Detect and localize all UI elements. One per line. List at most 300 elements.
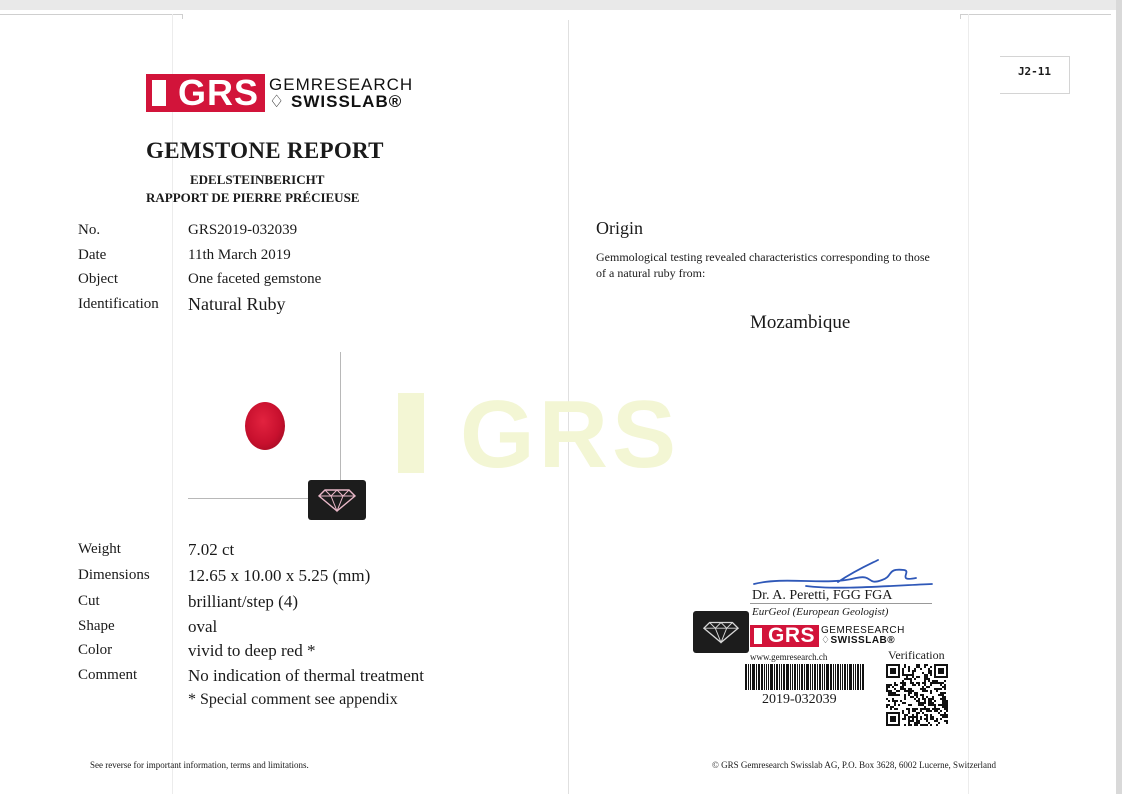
qr-module bbox=[916, 694, 918, 696]
qr-module bbox=[930, 702, 932, 704]
logo-small-wordmark bbox=[821, 626, 905, 646]
qr-module bbox=[886, 686, 888, 688]
qr-module bbox=[930, 698, 932, 700]
qr-module bbox=[938, 722, 940, 724]
qr-module bbox=[928, 680, 930, 682]
report-title: GEMSTONE REPORT bbox=[146, 138, 384, 163]
qr-module bbox=[894, 704, 896, 706]
special-comment-note: * Special comment see appendix bbox=[188, 691, 398, 708]
qr-finder bbox=[886, 712, 900, 714]
qr-module bbox=[920, 710, 922, 712]
qr-module bbox=[888, 700, 890, 702]
qr-module bbox=[918, 700, 920, 702]
qr-module bbox=[908, 724, 910, 726]
diamond-icon: ♢ bbox=[269, 92, 286, 111]
qr-module bbox=[908, 688, 910, 690]
qr-module bbox=[924, 702, 926, 704]
barcode-bar bbox=[824, 664, 825, 690]
qr-module bbox=[944, 712, 946, 714]
qr-module bbox=[922, 696, 924, 698]
qr-finder bbox=[886, 664, 888, 678]
qr-module bbox=[940, 704, 942, 706]
qr-module bbox=[890, 708, 892, 710]
qr-module bbox=[940, 718, 942, 720]
barcode-bar bbox=[806, 664, 809, 690]
barcode-bar bbox=[801, 664, 803, 690]
qr-module bbox=[926, 724, 928, 726]
qr-module bbox=[926, 708, 928, 710]
qr-module bbox=[926, 710, 928, 712]
qr-module bbox=[912, 690, 914, 692]
barcode-bar bbox=[752, 664, 755, 690]
barcode-bar bbox=[814, 664, 816, 690]
qr-module bbox=[908, 722, 910, 724]
logo-brand-text: GRS bbox=[178, 72, 260, 113]
qr-module bbox=[900, 682, 902, 684]
qr-module bbox=[940, 684, 942, 686]
qr-module bbox=[918, 722, 920, 724]
qr-module bbox=[908, 704, 910, 706]
qr-module bbox=[924, 714, 926, 716]
qr-module bbox=[932, 682, 934, 684]
qr-module bbox=[924, 724, 926, 726]
qr-module bbox=[946, 708, 948, 710]
scan-right-edge bbox=[1116, 0, 1122, 794]
color-value: vivid to deep red * bbox=[188, 641, 316, 660]
label-comment: Comment bbox=[78, 667, 138, 683]
qr-module bbox=[912, 682, 914, 684]
qr-module bbox=[918, 720, 920, 722]
qr-module bbox=[938, 708, 940, 710]
qr-module bbox=[914, 724, 916, 726]
qr-module bbox=[916, 718, 918, 720]
qr-module bbox=[946, 720, 948, 722]
qr-module bbox=[944, 704, 946, 706]
qr-module bbox=[932, 704, 934, 706]
qr-module bbox=[896, 684, 898, 686]
qr-module bbox=[924, 676, 926, 678]
qr-module bbox=[930, 724, 932, 726]
qr-finder bbox=[934, 676, 948, 678]
qr-module bbox=[936, 690, 938, 692]
qr-module bbox=[926, 674, 928, 676]
qr-module bbox=[902, 688, 904, 690]
qr-module bbox=[916, 700, 918, 702]
hologram-seal bbox=[308, 480, 366, 520]
qr-module bbox=[888, 684, 890, 686]
qr-module bbox=[920, 694, 922, 696]
qr-module bbox=[930, 684, 932, 686]
qr-module bbox=[940, 714, 942, 716]
logo-flag-icon bbox=[152, 80, 166, 106]
qr-module bbox=[894, 688, 896, 690]
qr-module bbox=[920, 688, 922, 690]
qr-module bbox=[942, 706, 944, 708]
qr-module bbox=[918, 664, 920, 666]
qr-module bbox=[946, 702, 948, 704]
qr-module bbox=[940, 682, 942, 684]
barcode-bar bbox=[810, 664, 811, 690]
photo-guide-vertical bbox=[340, 352, 341, 492]
qr-module bbox=[906, 678, 908, 680]
qr-module bbox=[914, 708, 916, 710]
qr-module bbox=[928, 672, 930, 674]
qr-module bbox=[902, 684, 904, 686]
qr-module bbox=[926, 716, 928, 718]
footer-terms-note: See reverse for important information, terms and limitations. bbox=[90, 760, 309, 770]
qr-module bbox=[936, 682, 938, 684]
qr-module bbox=[900, 688, 902, 690]
qr-module bbox=[890, 694, 892, 696]
qr-module bbox=[922, 712, 924, 714]
qr-finder bbox=[946, 664, 948, 678]
logo-small-line2: SWISSLAB® bbox=[830, 635, 896, 646]
qr-module bbox=[904, 696, 906, 698]
qr-module bbox=[892, 694, 894, 696]
barcode-bar bbox=[792, 664, 793, 690]
dimensions-value: 12.65 x 10.00 x 5.25 (mm) bbox=[188, 566, 371, 585]
subtitle-german: EDELSTEINBERICHT bbox=[190, 172, 325, 187]
qr-module bbox=[920, 716, 922, 718]
diamond-icon bbox=[702, 619, 740, 645]
qr-module bbox=[924, 664, 926, 666]
qr-module bbox=[910, 720, 912, 722]
grs-logo-small-mark bbox=[750, 625, 819, 647]
qr-module bbox=[904, 718, 906, 720]
weight-value: 7.02 ct bbox=[188, 540, 235, 559]
qr-module bbox=[914, 710, 916, 712]
ruby-gemstone-photo bbox=[245, 402, 285, 450]
qr-module bbox=[916, 720, 918, 722]
origin-heading: Origin bbox=[596, 218, 643, 238]
qr-module bbox=[922, 702, 924, 704]
qr-module bbox=[930, 716, 932, 718]
qr-module bbox=[894, 694, 896, 696]
qr-module bbox=[906, 674, 908, 676]
qr-module bbox=[928, 668, 930, 670]
qr-module bbox=[922, 704, 924, 706]
qr-module bbox=[938, 688, 940, 690]
qr-module bbox=[924, 718, 926, 720]
qr-module bbox=[916, 676, 918, 678]
qr-module bbox=[934, 706, 936, 708]
barcode-bar bbox=[862, 664, 864, 690]
qr-module bbox=[942, 694, 944, 696]
qr-module bbox=[910, 704, 912, 706]
origin-country: Mozambique bbox=[750, 312, 851, 333]
qr-module bbox=[902, 674, 904, 676]
qr-module bbox=[908, 694, 910, 696]
barcode-bar bbox=[855, 664, 856, 690]
qr-module bbox=[944, 684, 946, 686]
qr-module bbox=[922, 694, 924, 696]
qr-module bbox=[922, 698, 924, 700]
barcode-bar bbox=[842, 664, 843, 690]
qr-module bbox=[926, 718, 928, 720]
qr-module bbox=[922, 708, 924, 710]
qr-module bbox=[892, 692, 894, 694]
qr-module bbox=[934, 688, 936, 690]
qr-module bbox=[944, 686, 946, 688]
qr-module bbox=[928, 710, 930, 712]
qr-module bbox=[904, 690, 906, 692]
guide-line-right bbox=[968, 14, 969, 794]
grs-logo-small bbox=[750, 625, 905, 647]
barcode-bar bbox=[822, 664, 823, 690]
comment-value: No indication of thermal treatment bbox=[188, 666, 425, 685]
qr-module bbox=[924, 674, 926, 676]
qr-module bbox=[942, 692, 944, 694]
qr-module bbox=[944, 702, 946, 704]
qr-module bbox=[936, 688, 938, 690]
qr-module bbox=[886, 690, 888, 692]
qr-module bbox=[908, 674, 910, 676]
barcode-bar bbox=[860, 664, 861, 690]
qr-module bbox=[930, 690, 932, 692]
qr-module bbox=[896, 694, 898, 696]
qr-module bbox=[938, 712, 940, 714]
logo-line2: SWISSLAB® bbox=[291, 92, 403, 111]
qr-module bbox=[906, 690, 908, 692]
barcode-number: 2019-032039 bbox=[762, 692, 837, 707]
qr-module bbox=[922, 686, 924, 688]
qr-module bbox=[904, 694, 906, 696]
qr-module bbox=[926, 678, 928, 680]
qr-module bbox=[934, 708, 936, 710]
qr-module bbox=[904, 664, 906, 666]
qr-finder bbox=[886, 724, 900, 726]
qr-module bbox=[928, 698, 930, 700]
qr-module bbox=[920, 668, 922, 670]
qr-module bbox=[942, 686, 944, 688]
qr-module bbox=[886, 704, 888, 706]
fold-mark-left bbox=[0, 14, 183, 19]
qr-module bbox=[944, 692, 946, 694]
qr-module bbox=[928, 686, 930, 688]
logo-line2-row bbox=[269, 93, 413, 110]
qr-finder bbox=[934, 664, 936, 678]
qr-module bbox=[926, 676, 928, 678]
barcode-bar bbox=[750, 664, 751, 690]
qr-module bbox=[912, 670, 914, 672]
logo-flag-icon bbox=[754, 628, 762, 644]
qr-module bbox=[924, 678, 926, 680]
qr-module bbox=[912, 714, 914, 716]
qr-module bbox=[922, 724, 924, 726]
qr-module bbox=[918, 698, 920, 700]
logo-wordmark bbox=[269, 76, 413, 110]
barcode-bar bbox=[745, 664, 747, 690]
qr-module bbox=[908, 716, 910, 718]
qr-module bbox=[910, 680, 912, 682]
qr-module bbox=[940, 692, 942, 694]
qr-module bbox=[894, 702, 896, 704]
guide-line-left bbox=[172, 14, 173, 794]
qr-module bbox=[888, 692, 890, 694]
qr-module bbox=[904, 684, 906, 686]
logo-small-line2-row bbox=[821, 636, 905, 646]
cut-value: brilliant/step (4) bbox=[188, 592, 299, 611]
barcode-bar bbox=[794, 664, 796, 690]
qr-module bbox=[922, 682, 924, 684]
qr-module bbox=[916, 712, 918, 714]
report-number: GRS2019-032039 bbox=[188, 222, 298, 238]
qr-module bbox=[938, 694, 940, 696]
barcode-bar bbox=[756, 664, 757, 690]
qr-module bbox=[928, 700, 930, 702]
origin-text-line2: of a natural ruby from: bbox=[596, 266, 706, 280]
barcode-bar bbox=[766, 664, 767, 690]
qr-module bbox=[914, 670, 916, 672]
qr-module bbox=[904, 716, 906, 718]
website-url[interactable]: www.gemresearch.ch bbox=[750, 652, 828, 662]
qr-module bbox=[924, 684, 926, 686]
qr-module bbox=[900, 686, 902, 688]
reference-tag bbox=[1000, 56, 1070, 94]
qr-module bbox=[904, 666, 906, 668]
qr-module bbox=[890, 690, 892, 692]
barcode-bar bbox=[840, 664, 841, 690]
qr-module bbox=[946, 714, 948, 716]
qr-module bbox=[888, 694, 890, 696]
qr-module bbox=[908, 712, 910, 714]
qr-module bbox=[912, 684, 914, 686]
qr-module bbox=[912, 674, 914, 676]
qr-module bbox=[916, 692, 918, 694]
qr-module bbox=[946, 706, 948, 708]
qr-module bbox=[890, 692, 892, 694]
qr-module bbox=[908, 678, 910, 680]
qr-module bbox=[924, 698, 926, 700]
qr-module bbox=[912, 672, 914, 674]
qr-module bbox=[898, 704, 900, 706]
qr-module bbox=[926, 664, 928, 666]
qr-module bbox=[946, 716, 948, 718]
qr-module bbox=[920, 708, 922, 710]
qr-module bbox=[904, 714, 906, 716]
qr-module bbox=[894, 684, 896, 686]
qr-module bbox=[946, 722, 948, 724]
qr-finder bbox=[886, 664, 900, 666]
qr-module bbox=[910, 688, 912, 690]
qr-module bbox=[942, 716, 944, 718]
qr-module bbox=[926, 690, 928, 692]
qr-module bbox=[902, 712, 904, 714]
qr-module bbox=[944, 680, 946, 682]
qr-module bbox=[930, 700, 932, 702]
qr-module bbox=[904, 698, 906, 700]
qr-module bbox=[908, 718, 910, 720]
hologram-seal-2 bbox=[693, 611, 749, 653]
origin-text-line1: Gemmological testing revealed characteristics corresponding to those bbox=[596, 250, 930, 264]
qr-module bbox=[900, 700, 902, 702]
qr-module bbox=[944, 716, 946, 718]
qr-module bbox=[946, 704, 948, 706]
label-color: Color bbox=[78, 642, 113, 658]
qr-module bbox=[922, 690, 924, 692]
barcode-bar bbox=[779, 664, 780, 690]
qr-module bbox=[912, 708, 914, 710]
qr-module bbox=[902, 702, 904, 704]
qr-module bbox=[914, 668, 916, 670]
qr-module bbox=[918, 676, 920, 678]
qr-module bbox=[912, 710, 914, 712]
qr-module bbox=[944, 714, 946, 716]
qr-module bbox=[924, 682, 926, 684]
qr-module bbox=[910, 678, 912, 680]
label-weight: Weight bbox=[78, 541, 121, 557]
label-identification: Identification bbox=[78, 296, 159, 312]
qr-module bbox=[914, 722, 916, 724]
verification-qr-code[interactable] bbox=[886, 664, 948, 726]
qr-finder bbox=[886, 676, 900, 678]
qr-module bbox=[936, 708, 938, 710]
qr-finder bbox=[898, 664, 900, 678]
diamond-icon: ♢ bbox=[821, 635, 831, 646]
qr-module bbox=[926, 714, 928, 716]
grs-logo-mark bbox=[146, 74, 265, 112]
qr-module bbox=[908, 670, 910, 672]
barcode-bar bbox=[853, 664, 854, 690]
qr-module bbox=[916, 664, 918, 666]
qr-module bbox=[936, 710, 938, 712]
qr-module bbox=[910, 716, 912, 718]
qr-module bbox=[946, 710, 948, 712]
qr-module bbox=[894, 700, 896, 702]
qr-module bbox=[898, 690, 900, 692]
qr-finder bbox=[898, 712, 900, 726]
qr-module bbox=[894, 682, 896, 684]
signer-title: EurGeol (European Geologist) bbox=[752, 606, 889, 618]
qr-module bbox=[922, 672, 924, 674]
barcode bbox=[745, 664, 867, 690]
qr-module bbox=[886, 688, 888, 690]
barcode-bar bbox=[833, 664, 834, 690]
qr-module bbox=[940, 688, 942, 690]
qr-finder bbox=[934, 664, 948, 666]
qr-module bbox=[942, 696, 944, 698]
qr-module bbox=[934, 710, 936, 712]
barcode-bar bbox=[812, 664, 813, 690]
barcode-bar bbox=[819, 664, 821, 690]
qr-module bbox=[934, 700, 936, 702]
barcode-bar bbox=[770, 664, 773, 690]
barcode-bar bbox=[817, 664, 818, 690]
qr-module bbox=[928, 708, 930, 710]
qr-module bbox=[912, 716, 914, 718]
qr-module bbox=[928, 702, 930, 704]
qr-module bbox=[912, 676, 914, 678]
qr-module bbox=[942, 698, 944, 700]
qr-module bbox=[930, 670, 932, 672]
scan-top-edge bbox=[0, 0, 1122, 10]
barcode-bar bbox=[804, 664, 805, 690]
barcode-bar bbox=[748, 664, 749, 690]
identification-value: Natural Ruby bbox=[188, 294, 286, 314]
qr-module bbox=[930, 672, 932, 674]
qr-module bbox=[922, 688, 924, 690]
shape-value: oval bbox=[188, 617, 218, 636]
qr-module bbox=[914, 692, 916, 694]
qr-module bbox=[920, 702, 922, 704]
label-object: Object bbox=[78, 271, 118, 287]
qr-module bbox=[942, 700, 944, 702]
barcode-bar bbox=[783, 664, 785, 690]
label-cut: Cut bbox=[78, 593, 100, 609]
qr-module bbox=[904, 724, 906, 726]
qr-module bbox=[918, 682, 920, 684]
qr-module bbox=[898, 694, 900, 696]
